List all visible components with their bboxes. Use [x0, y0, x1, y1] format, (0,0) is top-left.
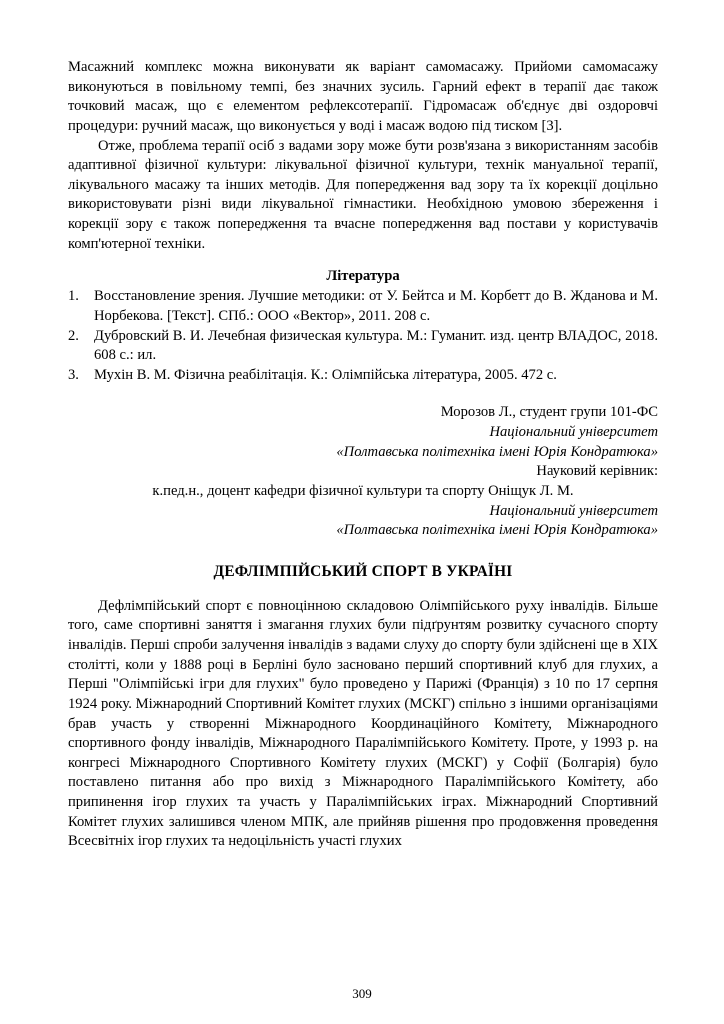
supervisor-institute: «Полтавська політехніка імені Юрія Кондратюка»	[336, 522, 658, 539]
article-body: Дефлімпійський спорт є повноцінною складовою Олімпійського руху інвалідів. Більше того, саме спортивні заняття і змагання глухих були підґрунтям розвитку сучасного спорту інвалідів. Перші спроби залучення інвалідів з вадами слуху до спорту були здійснені ще в XIX столітті, коли у 1888 році в Берліні було засновано перший спортивний клуб для глухих, а Перші "Олімпійські ігри для глухих" було проведено у Парижі (Франція) з 10 по 17 серпня 1924 року. Міжнародний Спортивний Комітет глухих (МСКГ) спільно з іншими організаціями брав участь у створенні Міжнародного Координаційного Комітету, Міжнародного спортивного фонду інвалідів, Міжнародного Паралімпійського Комітету. Проте, у 1993 р. на конгресі Міжнародного Спортивного Комітету глухих (МСКГ) у Софії (Болгарія) було поставлено питання або про вихід з Міжнародного Паралімпійського Комітету, або припинення ігор глухих та участь у Паралімпійських іграх. Міжнародний Спортивний Комітет глухих залишився членом МПК, але прийняв рішення про продовження проведення Всесвітніх ігор глухих та недоцільність участі глухих	[68, 597, 658, 850]
list-item	[68, 287, 658, 326]
author-block	[68, 403, 658, 540]
page-title: ДЕФЛІМПІЙСЬКИЙ СПОРТ В УКРАЇНІ	[213, 562, 513, 580]
reference-number: 3.	[68, 366, 79, 383]
paragraph-2: Отже, проблема терапії осіб з вадами зору може бути розв'язана з використанням засобів адаптивної фізичної культури: лікувальної фізичної культури, технік мануальної терапії, лікувального масажу та інших методів. Для попередження вад зору та їх корекції доцільно використовувати різні види лікувальної гімнастики. Необхідною умовою збереження і корекції зору є також попередження та вчасне попередження вад постави у користувачів комп'ютерної техніки.	[68, 137, 658, 252]
reference-number: 1.	[68, 288, 79, 305]
list-item	[68, 327, 658, 366]
list-item	[68, 366, 658, 386]
supervisor-name: к.пед.н., доцент кафедри фізичної культури та спорту Оніщук Л. М.	[152, 482, 574, 499]
references-heading: Література	[326, 268, 400, 285]
references-list	[68, 287, 658, 385]
reference-text: Восстановление зрения. Лучшие методики: от У. Бейтса и М. Корбетт до В. Жданова и М. Норбекова. [Текст]. СПб.: ООО «Вектор», 2011. 208 с.	[94, 288, 658, 324]
author-institute: «Полтавська політехніка імені Юрія Кондратюка»	[336, 443, 658, 460]
reference-text: Мухін В. М. Фізична реабілітація. К.: Олімпійська література, 2005. 472 с.	[94, 366, 557, 383]
paragraph-1: Масажний комплекс можна виконувати як варіант самомасажу. Прийоми самомасажу виконуються в повільному темпі, без значних зусиль. Гарний ефект в терапії дає також точковий масаж, що є елементом рефлексотерапії. Гідромасаж об'єднує дві оздоровчі процедури: ручний масаж, що виконується у воді і масаж водою під тиском [3].	[68, 59, 658, 134]
reference-number: 2.	[68, 327, 79, 344]
author-name: Морозов Л., студент групи 101-ФС	[440, 404, 658, 421]
reference-text: Дубровский В. И. Лечебная физическая культура. М.: Гуманит. изд. центр ВЛАДОС, 2018. 608 с.: ил.	[94, 327, 658, 364]
supervisor-university: Національний університет	[489, 502, 658, 519]
author-university: Національний університет	[489, 424, 658, 440]
supervisor-label: Науковий керівник:	[536, 463, 658, 480]
page-number: 309	[352, 986, 372, 1001]
